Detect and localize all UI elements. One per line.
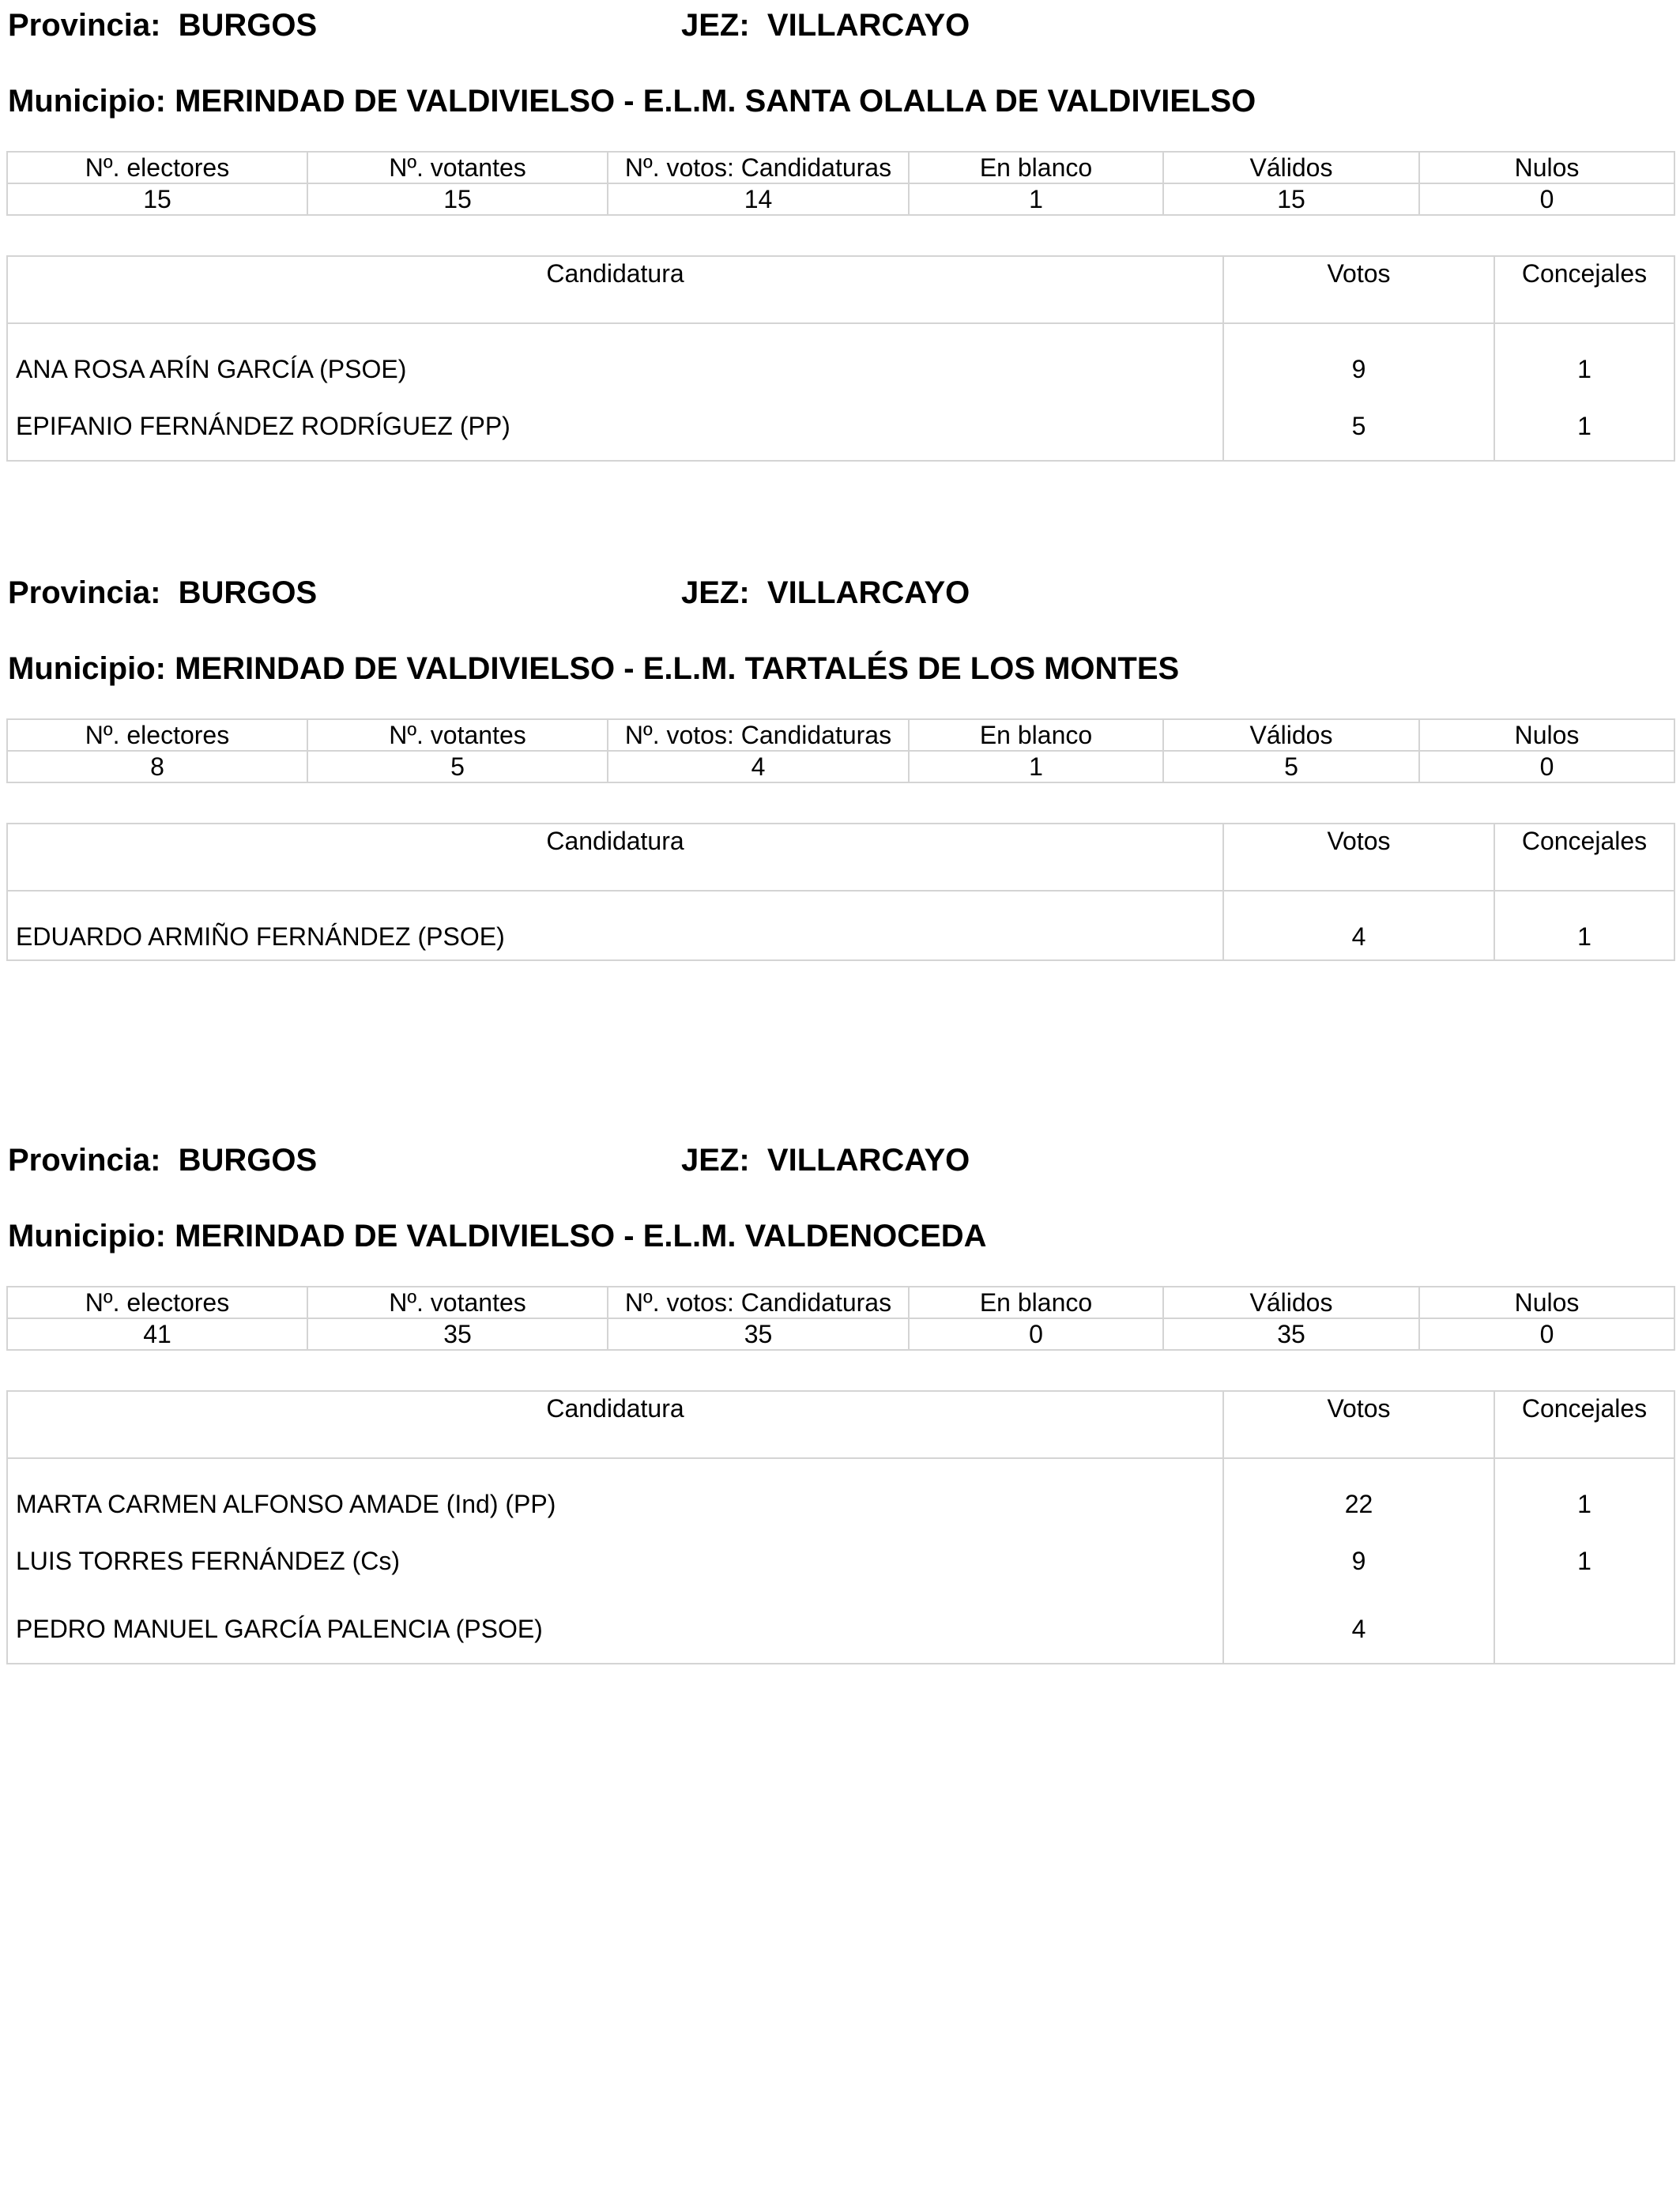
stats-value-row [7, 751, 1674, 782]
stats-header-electores: Nº. electores [7, 1287, 307, 1318]
stats-header-en-blanco: En blanco [909, 1287, 1163, 1318]
stats-value-validos: 35 [1163, 1318, 1419, 1350]
provincia-value: BURGOS [178, 8, 318, 43]
candidate-votos: 4 [1223, 1595, 1494, 1664]
candidates-header-votos: Votos [1223, 824, 1494, 891]
jez-heading [681, 6, 970, 44]
stats-header-validos: Válidos [1163, 1287, 1419, 1318]
candidates-header-row [7, 1391, 1674, 1458]
stats-value-votos-candidaturas: 14 [608, 183, 909, 215]
stats-header-row [7, 719, 1674, 751]
stats-value-votos-candidaturas: 35 [608, 1318, 909, 1350]
candidate-concejales: 1 [1494, 1458, 1674, 1527]
candidate-row [7, 323, 1674, 392]
candidates-table [6, 1390, 1675, 1664]
candidates-header-candidatura: Candidatura [7, 824, 1223, 891]
provincia-heading [8, 1141, 317, 1179]
stats-header-en-blanco: En blanco [909, 719, 1163, 751]
stats-value-row [7, 1318, 1674, 1350]
stats-header-votantes: Nº. votantes [307, 152, 608, 183]
candidates-header-concejales: Concejales [1494, 824, 1674, 891]
provincia-heading [8, 6, 317, 44]
stats-value-nulos: 0 [1419, 751, 1674, 782]
stats-table [6, 1286, 1675, 1351]
stats-value-nulos: 0 [1419, 1318, 1674, 1350]
provincia-value: BURGOS [178, 1143, 318, 1178]
candidate-votos: 9 [1223, 323, 1494, 392]
candidates-table [6, 823, 1675, 961]
jez-label: JEZ: [681, 1143, 750, 1178]
candidate-concejales: 1 [1494, 392, 1674, 461]
candidate-row [7, 1458, 1674, 1527]
stats-header-nulos: Nulos [1419, 152, 1674, 183]
municipio-value: MERINDAD DE VALDIVIELSO - E.L.M. SANTA OLALLA DE VALDIVIELSO [175, 84, 1256, 119]
candidates-header-candidatura: Candidatura [7, 1391, 1223, 1458]
stats-header-votantes: Nº. votantes [307, 1287, 608, 1318]
jez-value: VILLARCAYO [767, 575, 970, 610]
candidates-header-row [7, 824, 1674, 891]
stats-header-nulos: Nulos [1419, 719, 1674, 751]
stats-value-validos: 15 [1163, 183, 1419, 215]
candidate-votos: 4 [1223, 891, 1494, 960]
candidate-name: ANA ROSA ARÍN GARCÍA (PSOE) [7, 323, 1223, 392]
stats-value-en-blanco: 1 [909, 751, 1163, 782]
stats-value-electores: 8 [7, 751, 307, 782]
stats-header-electores: Nº. electores [7, 719, 307, 751]
jez-label: JEZ: [681, 575, 750, 610]
candidate-votos: 22 [1223, 1458, 1494, 1527]
stats-value-votos-candidaturas: 4 [608, 751, 909, 782]
jez-value: VILLARCAYO [767, 8, 970, 43]
stats-header-electores: Nº. electores [7, 152, 307, 183]
stats-value-nulos: 0 [1419, 183, 1674, 215]
municipio-value: MERINDAD DE VALDIVIELSO - E.L.M. TARTALÉS DE LOS MONTES [175, 651, 1180, 686]
candidate-concejales: 1 [1494, 1527, 1674, 1595]
candidate-concejales: 1 [1494, 323, 1674, 392]
stats-value-electores: 15 [7, 183, 307, 215]
candidates-header-votos: Votos [1223, 256, 1494, 323]
stats-header-validos: Válidos [1163, 152, 1419, 183]
candidates-header-concejales: Concejales [1494, 256, 1674, 323]
stats-header-votos-candidaturas: Nº. votos: Candidaturas [608, 152, 909, 183]
candidate-name: MARTA CARMEN ALFONSO AMADE (Ind) (PP) [7, 1458, 1223, 1527]
municipio-value: MERINDAD DE VALDIVIELSO - E.L.M. VALDENOCEDA [175, 1219, 987, 1253]
jez-value: VILLARCAYO [767, 1143, 970, 1178]
candidate-name: PEDRO MANUEL GARCÍA PALENCIA (PSOE) [7, 1595, 1223, 1664]
stats-header-nulos: Nulos [1419, 1287, 1674, 1318]
candidates-table [6, 255, 1675, 462]
municipio-heading [8, 1217, 987, 1255]
jez-heading [681, 574, 970, 612]
provincia-value: BURGOS [178, 575, 318, 610]
stats-value-electores: 41 [7, 1318, 307, 1350]
stats-header-votos-candidaturas: Nº. votos: Candidaturas [608, 1287, 909, 1318]
candidate-votos: 5 [1223, 392, 1494, 461]
municipio-label: Municipio: [8, 84, 166, 119]
stats-value-en-blanco: 1 [909, 183, 1163, 215]
stats-value-votantes: 35 [307, 1318, 608, 1350]
candidate-name: EPIFANIO FERNÁNDEZ RODRÍGUEZ (PP) [7, 392, 1223, 461]
stats-header-votantes: Nº. votantes [307, 719, 608, 751]
stats-header-votos-candidaturas: Nº. votos: Candidaturas [608, 719, 909, 751]
candidates-header-concejales: Concejales [1494, 1391, 1674, 1458]
candidate-name: EDUARDO ARMIÑO FERNÁNDEZ (PSOE) [7, 891, 1223, 960]
candidate-concejales [1494, 1595, 1674, 1664]
stats-header-en-blanco: En blanco [909, 152, 1163, 183]
municipio-heading [8, 82, 1256, 120]
candidates-header-votos: Votos [1223, 1391, 1494, 1458]
candidate-row [7, 891, 1674, 960]
candidate-votos: 9 [1223, 1527, 1494, 1595]
stats-header-row [7, 152, 1674, 183]
stats-value-row [7, 183, 1674, 215]
stats-value-validos: 5 [1163, 751, 1419, 782]
municipio-heading [8, 650, 1179, 688]
stats-header-row [7, 1287, 1674, 1318]
municipio-label: Municipio: [8, 1219, 166, 1253]
candidates-header-candidatura: Candidatura [7, 256, 1223, 323]
provincia-label: Provincia: [8, 8, 161, 43]
jez-label: JEZ: [681, 8, 750, 43]
candidate-concejales: 1 [1494, 891, 1674, 960]
candidates-header-row [7, 256, 1674, 323]
candidate-row [7, 1527, 1674, 1595]
stats-value-votantes: 15 [307, 183, 608, 215]
candidate-name: LUIS TORRES FERNÁNDEZ (Cs) [7, 1527, 1223, 1595]
stats-table [6, 151, 1675, 216]
candidate-row [7, 392, 1674, 461]
stats-table [6, 718, 1675, 783]
provincia-label: Provincia: [8, 575, 161, 610]
provincia-label: Provincia: [8, 1143, 161, 1178]
candidate-row [7, 1595, 1674, 1664]
stats-value-votantes: 5 [307, 751, 608, 782]
stats-header-validos: Válidos [1163, 719, 1419, 751]
stats-value-en-blanco: 0 [909, 1318, 1163, 1350]
municipio-label: Municipio: [8, 651, 166, 686]
jez-heading [681, 1141, 970, 1179]
provincia-heading [8, 574, 317, 612]
